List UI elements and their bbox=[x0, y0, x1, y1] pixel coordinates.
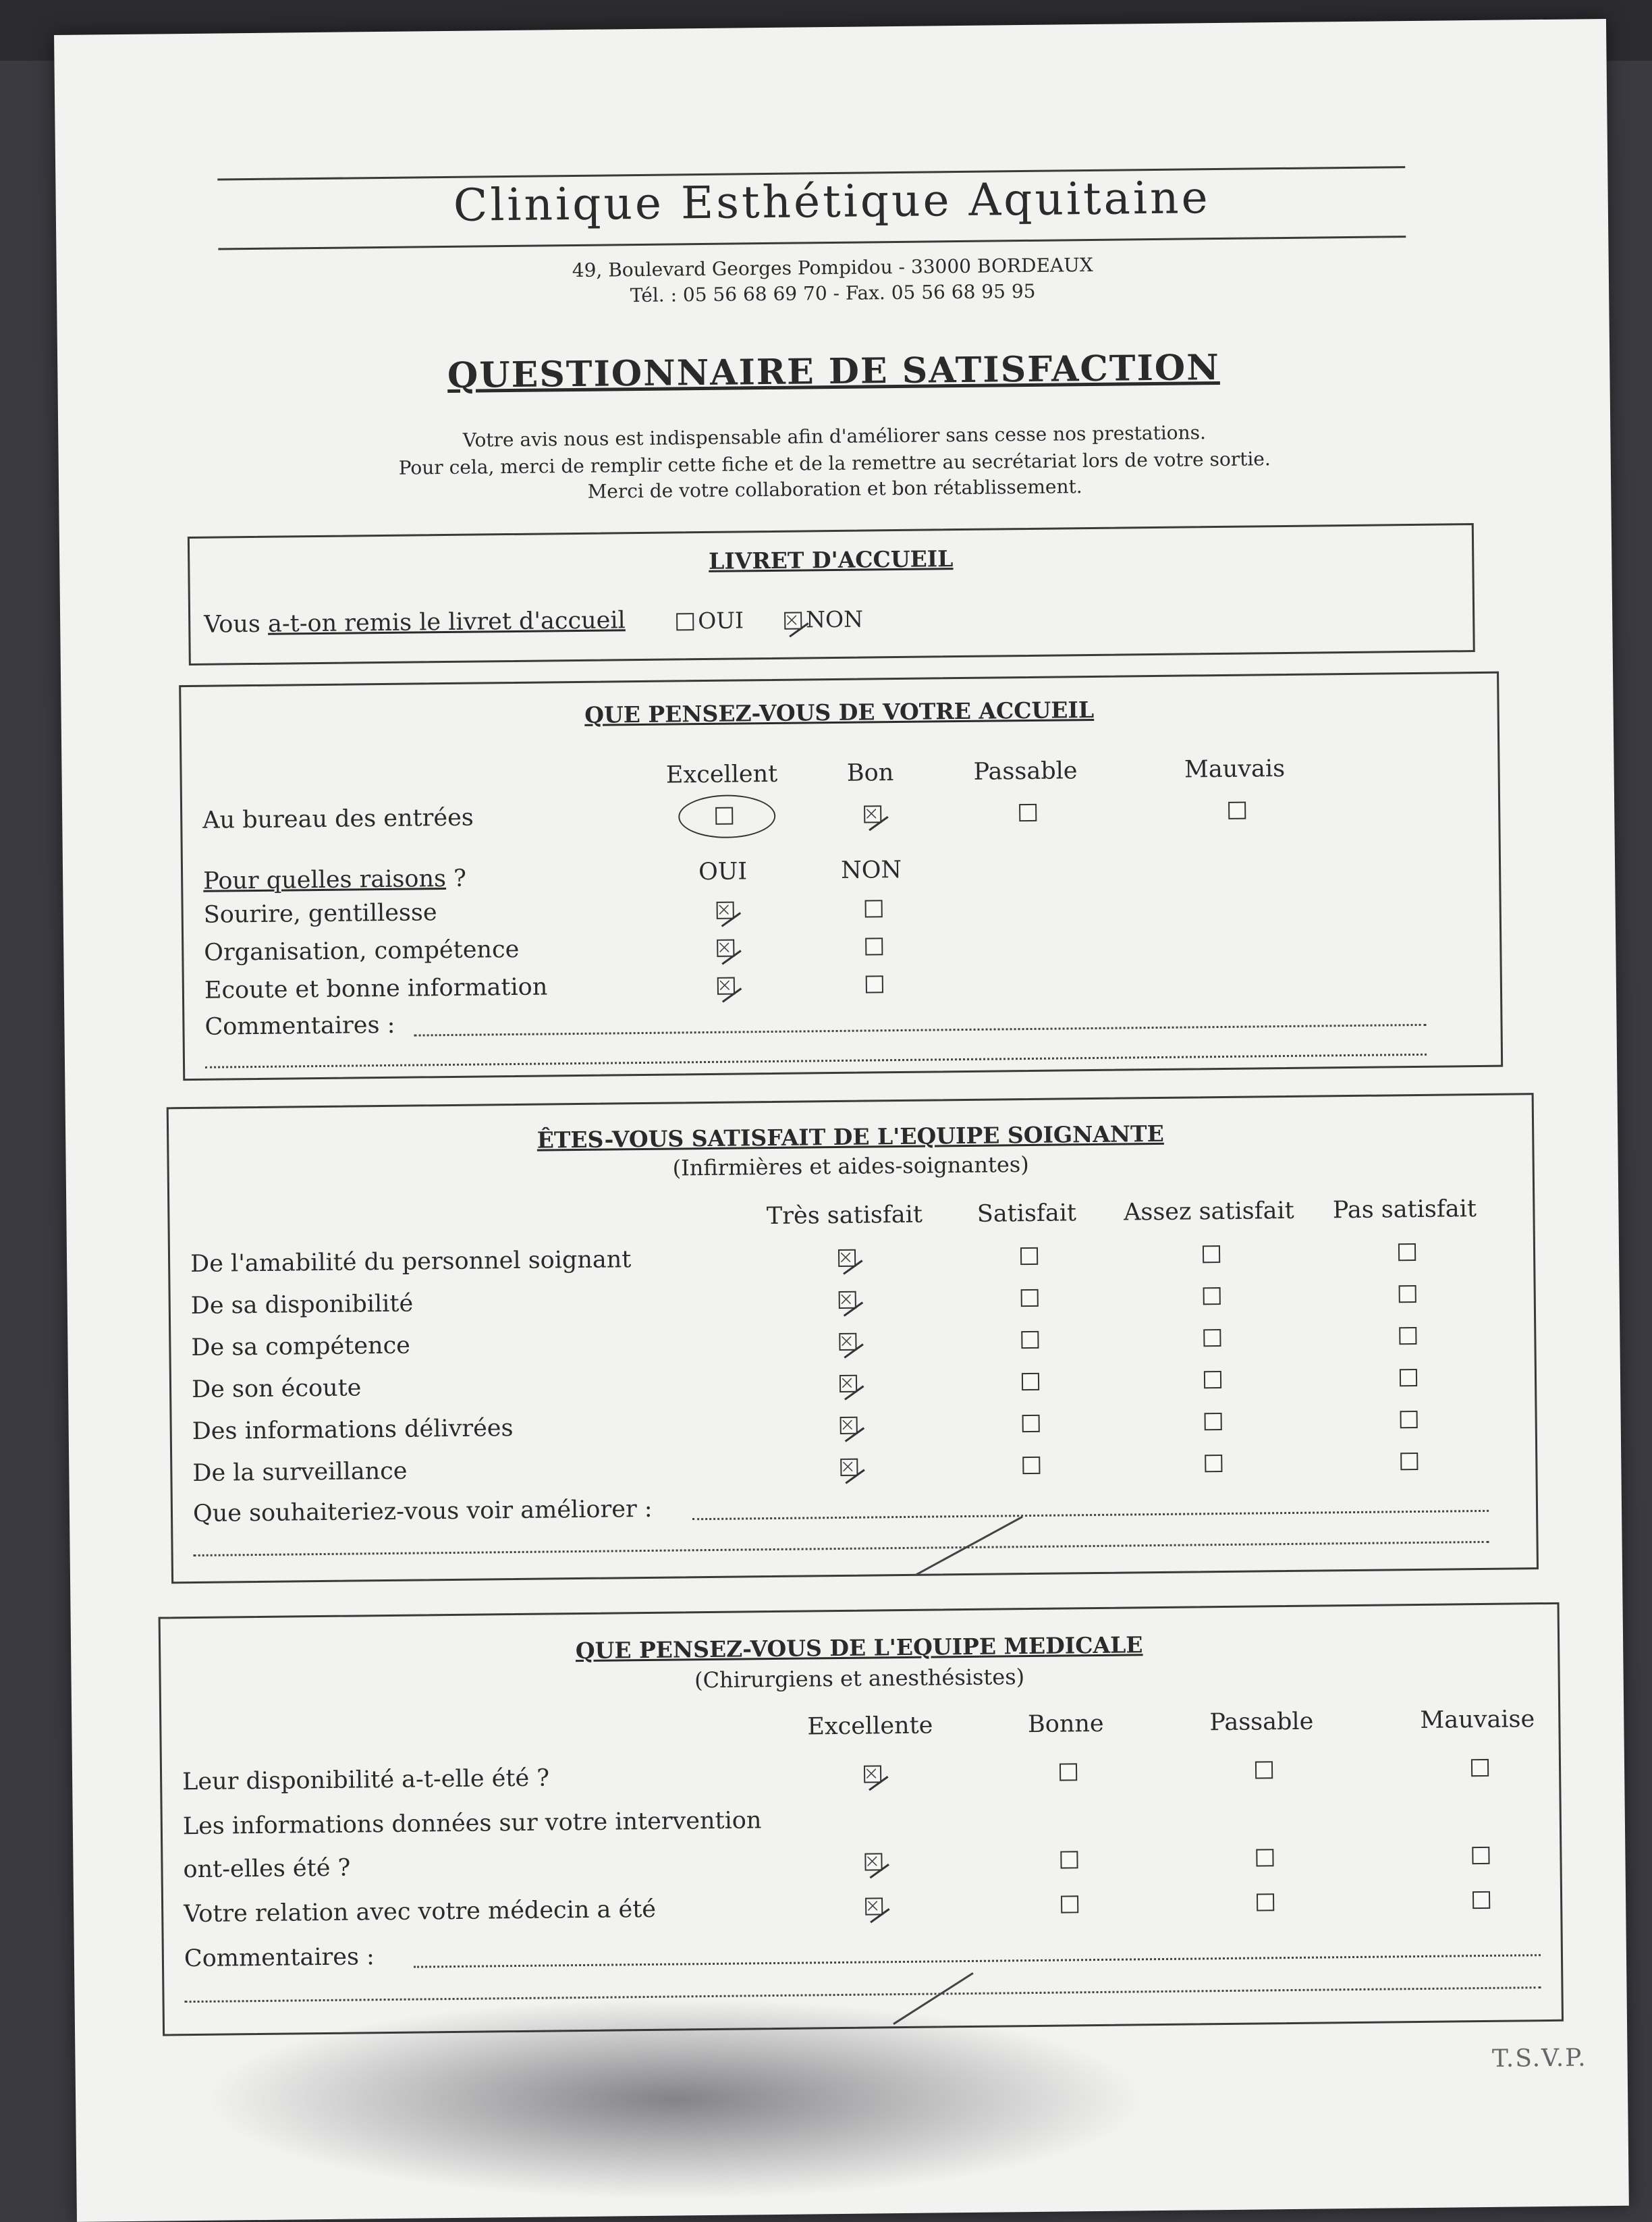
reason-non-checkbox[interactable] bbox=[865, 900, 883, 917]
pas-satisfait-checkbox[interactable] bbox=[1400, 1369, 1417, 1386]
improve-line[interactable] bbox=[194, 1541, 1489, 1556]
livret-question: Vous a-t-on remis le livret d'accueil bbox=[204, 607, 626, 639]
shadow bbox=[202, 1998, 1147, 2200]
satisfait-checkbox[interactable] bbox=[1022, 1373, 1039, 1390]
row-label: Des informations délivrées bbox=[192, 1415, 514, 1446]
satisfait-checkbox[interactable] bbox=[1022, 1457, 1040, 1474]
col-header: Assez satisfait bbox=[1123, 1197, 1294, 1226]
section-title: ÊTES-VOUS SATISFAIT DE L'EQUIPE SOIGNANTE bbox=[536, 1120, 1164, 1154]
questionnaire-sheet bbox=[54, 19, 1629, 2222]
bureau-excellent-checkbox[interactable] bbox=[715, 807, 733, 825]
reason-label: Sourire, gentillesse bbox=[203, 899, 437, 929]
col-header: Bonne bbox=[1027, 1710, 1104, 1739]
intro-line: Merci de votre collaboration et bon rétablissement. bbox=[587, 475, 1082, 503]
reason-non-checkbox[interactable] bbox=[865, 938, 883, 955]
livret-section bbox=[188, 523, 1475, 666]
bureau-mauvais-checkbox[interactable] bbox=[1228, 802, 1246, 819]
satisfait-checkbox[interactable] bbox=[1020, 1247, 1038, 1265]
section-title: QUE PENSEZ-VOUS DE VOTRE ACCUEIL bbox=[584, 696, 1095, 728]
row-label: Leur disponibilité a-t-elle été ? bbox=[182, 1764, 550, 1796]
col-header: Passable bbox=[1209, 1708, 1314, 1737]
satisfait-checkbox[interactable] bbox=[1021, 1331, 1039, 1349]
tres-satisfait-checkbox[interactable] bbox=[839, 1291, 856, 1309]
comments-label: Commentaires : bbox=[204, 1011, 395, 1041]
clinic-address: 49, Boulevard Georges Pompidou - 33000 BORDEAUX bbox=[572, 253, 1093, 282]
mauvaise-checkbox[interactable] bbox=[1472, 1847, 1489, 1864]
row-label-bureau: Au bureau des entrées bbox=[202, 804, 474, 834]
livret-oui-label: OUI bbox=[697, 607, 744, 634]
row-label: De sa disponibilité bbox=[190, 1290, 414, 1320]
mauvaise-checkbox[interactable] bbox=[1471, 1759, 1489, 1777]
assez-satisfait-checkbox[interactable] bbox=[1205, 1413, 1222, 1430]
col-header-passable: Passable bbox=[973, 757, 1078, 786]
intro-line: Votre avis nous est indispensable afin d'améliorer sans cesse nos prestations. bbox=[462, 421, 1207, 452]
pas-satisfait-checkbox[interactable] bbox=[1400, 1411, 1418, 1428]
assez-satisfait-checkbox[interactable] bbox=[1203, 1329, 1221, 1347]
pas-satisfait-checkbox[interactable] bbox=[1398, 1243, 1416, 1261]
tres-satisfait-checkbox[interactable] bbox=[840, 1417, 858, 1434]
col-header: Excellente bbox=[807, 1712, 933, 1741]
row-label: De l'amabilité du personnel soignant bbox=[190, 1246, 632, 1278]
satisfait-checkbox[interactable] bbox=[1022, 1415, 1040, 1432]
tres-satisfait-checkbox[interactable] bbox=[840, 1459, 858, 1476]
col-header-non: NON bbox=[840, 856, 902, 884]
assez-satisfait-checkbox[interactable] bbox=[1203, 1287, 1221, 1305]
assez-satisfait-checkbox[interactable] bbox=[1203, 1245, 1220, 1263]
section-subtitle: (Infirmières et aides-soignantes) bbox=[672, 1151, 1029, 1181]
col-header: Satisfait bbox=[976, 1199, 1077, 1228]
reason-label: Organisation, compétence bbox=[204, 936, 520, 967]
assez-satisfait-checkbox[interactable] bbox=[1205, 1455, 1222, 1472]
col-header-excellent: Excellent bbox=[665, 760, 778, 789]
improve-line[interactable] bbox=[692, 1510, 1489, 1520]
comments-label: Commentaires : bbox=[184, 1943, 375, 1973]
bonne-checkbox[interactable] bbox=[1060, 1851, 1078, 1868]
section-subtitle: (Chirurgiens et anesthésistes) bbox=[694, 1664, 1025, 1693]
comments-line[interactable] bbox=[414, 1954, 1541, 1968]
comments-line[interactable] bbox=[414, 1024, 1427, 1037]
improve-label: Que souhaiteriez-vous voir améliorer : bbox=[192, 1495, 653, 1528]
col-header-bon: Bon bbox=[846, 759, 894, 787]
pas-satisfait-checkbox[interactable] bbox=[1399, 1327, 1416, 1345]
header-rule-bottom bbox=[218, 236, 1406, 250]
row-label: De son écoute bbox=[191, 1374, 362, 1404]
tres-satisfait-checkbox[interactable] bbox=[838, 1249, 856, 1267]
reason-non-checkbox[interactable] bbox=[866, 975, 883, 993]
livret-non-label: NON bbox=[805, 605, 864, 633]
col-header: Pas satisfait bbox=[1332, 1195, 1477, 1224]
reason-oui-checkbox[interactable] bbox=[717, 902, 734, 919]
row-label: De sa compétence bbox=[191, 1332, 411, 1362]
mauvaise-checkbox[interactable] bbox=[1472, 1891, 1490, 1909]
tsvp-note: T.S.V.P. bbox=[1491, 2044, 1587, 2073]
assez-satisfait-checkbox[interactable] bbox=[1204, 1371, 1221, 1388]
reasons-label: Pour quelles raisons ? bbox=[202, 865, 467, 895]
clinic-name: Clinique Esthétique Aquitaine bbox=[453, 171, 1211, 232]
satisfait-checkbox[interactable] bbox=[1021, 1289, 1039, 1307]
row-label: Votre relation avec votre médecin a été bbox=[184, 1895, 657, 1928]
medicale-section bbox=[159, 1602, 1564, 2036]
row-label: De la surveillance bbox=[192, 1457, 408, 1488]
reason-oui-checkbox[interactable] bbox=[717, 940, 734, 957]
comments-line[interactable] bbox=[205, 1054, 1427, 1068]
clinic-phone: Tél. : 05 56 68 69 70 - Fax. 05 56 68 95 95 bbox=[630, 279, 1036, 307]
excellente-checkbox[interactable] bbox=[864, 1853, 882, 1870]
excellente-checkbox[interactable] bbox=[865, 1897, 883, 1915]
excellente-checkbox[interactable] bbox=[864, 1765, 881, 1783]
soignante-section bbox=[167, 1093, 1539, 1583]
col-header: Mauvaise bbox=[1420, 1706, 1535, 1734]
col-header: Très satisfait bbox=[766, 1201, 923, 1230]
row-label-continued: ont-elles été ? bbox=[183, 1854, 351, 1884]
passable-checkbox[interactable] bbox=[1255, 1761, 1273, 1779]
col-header-mauvais: Mauvais bbox=[1184, 755, 1286, 784]
tres-satisfait-checkbox[interactable] bbox=[839, 1375, 857, 1392]
bureau-bon-checkbox[interactable] bbox=[864, 805, 881, 823]
pas-satisfait-checkbox[interactable] bbox=[1399, 1285, 1416, 1303]
bonne-checkbox[interactable] bbox=[1059, 1763, 1077, 1781]
section-title: LIVRET D'ACCUEIL bbox=[708, 545, 954, 574]
page-title: QUESTIONNAIRE DE SATISFACTION bbox=[447, 346, 1221, 396]
passable-checkbox[interactable] bbox=[1256, 1849, 1273, 1866]
row-label: Les informations données sur votre intervention bbox=[182, 1807, 762, 1841]
col-header-oui: OUI bbox=[698, 858, 748, 886]
reason-label: Ecoute et bonne information bbox=[204, 973, 548, 1004]
bureau-passable-checkbox[interactable] bbox=[1019, 804, 1037, 821]
accueil-section bbox=[179, 672, 1503, 1081]
livret-oui-checkbox[interactable] bbox=[676, 613, 694, 630]
bonne-checkbox[interactable] bbox=[1061, 1895, 1078, 1913]
section-title: QUE PENSEZ-VOUS DE L'EQUIPE MEDICALE bbox=[575, 1631, 1143, 1664]
passable-checkbox[interactable] bbox=[1257, 1893, 1274, 1911]
reason-oui-checkbox[interactable] bbox=[717, 977, 735, 995]
pas-satisfait-checkbox[interactable] bbox=[1400, 1453, 1418, 1470]
livret-non-checkbox[interactable] bbox=[784, 612, 802, 629]
tres-satisfait-checkbox[interactable] bbox=[839, 1333, 856, 1351]
intro-line: Pour cela, merci de remplir cette fiche et de la remettre au secrétariat lors de votre sortie. bbox=[398, 448, 1271, 479]
